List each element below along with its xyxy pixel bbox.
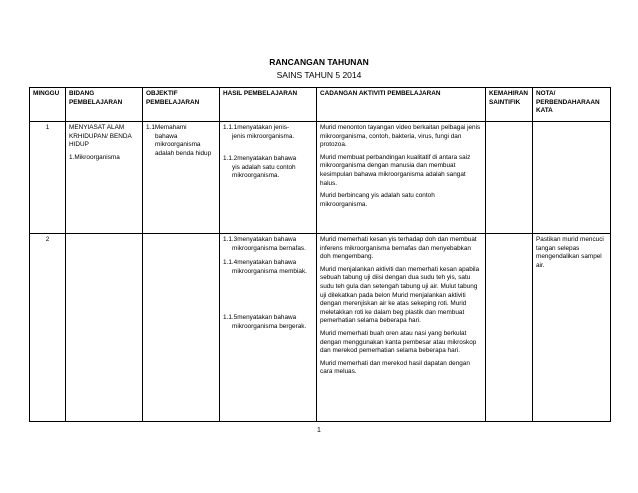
hasil-line: 1.1.5menyatakan bahawa [223, 314, 297, 322]
bidang-topic: 1.Mikroorganisma [69, 153, 120, 161]
hasil-line: 1.1.1menyatakan jenis- [223, 124, 290, 131]
hasil-line: mikroorganisma bernafas. [232, 244, 306, 252]
page-number: 1 [317, 427, 321, 434]
hasil-line: mikroorganisma bergerak. [232, 322, 307, 330]
document-subtitle: SAINS TAHUN 5 2014 [276, 70, 362, 80]
bidang-text: MENYIASAT ALAM KRHIDUPAN/ BENDA HIDUP [69, 124, 132, 149]
objektif-cell [143, 122, 220, 234]
hasil-line: 1.1.3menyatakan bahawa [223, 236, 297, 243]
nota-cell: Pastikan murid mencuci tangan selepas mengendalikan sampel air. [533, 234, 611, 422]
header-row [30, 88, 611, 122]
hasil-cell [220, 234, 317, 422]
objektif-cell [143, 234, 220, 422]
cadangan-paragraph: Murid memerhati dan merekod hasil dapatan dengan cara meluas. [320, 359, 470, 376]
header-hasil: HASIL PEMBELAJARAN [220, 88, 317, 122]
header-kemahiran: KEMAHIRAN SAINTIFIK [486, 88, 533, 122]
bidang-cell [66, 122, 143, 234]
objektif-line: bahawa [155, 132, 178, 140]
cadangan-paragraph: Murid berbincang yis adalah satu contoh mikroorganisma. [320, 192, 435, 208]
objektif-line: mikroorganisma adalah benda hidup [155, 141, 212, 157]
header-minggu: MINGGU [30, 88, 66, 122]
cadangan-cell [317, 122, 486, 234]
hasil-line: 1.1.2menyatakan bahawa [223, 155, 297, 163]
document-title: RANCANGAN TAHUNAN [269, 57, 369, 67]
hasil-line: mikroorganisma. [232, 172, 280, 180]
plan-table [29, 87, 611, 422]
hasil-line: 1.1.4menyatakan bahawa [223, 259, 297, 267]
cadangan-cell [317, 234, 486, 422]
hasil-line: yis adalah satu contoh [232, 163, 296, 171]
objektif-line: 1.1Memahami [146, 124, 187, 131]
cadangan-paragraph: Murid menonton tayangan video berkaitan pelbagai jenis mikroorganisma, contoh, bakteria, virus, fungi dan protozoa. [320, 124, 481, 149]
header-objektif: OBJEKTIF PEMBELAJARAN [143, 88, 220, 122]
table-row [30, 234, 611, 422]
cadangan-paragraph: Murid memerhati buah oren atau nasi yang berkulat dengan menggunakan kanta pembesar atau mikroskop dan merekod pemerhatian selama beberapa hari. [320, 329, 477, 355]
week-cell: 1 [30, 122, 66, 234]
week-cell: 2 [30, 234, 66, 422]
header-bidang: BIDANG PEMBELAJARAN [66, 88, 143, 122]
cadangan-paragraph: Murid memerhati kesan yis terhadap doh dan membuat inferens mikroorganisma bernafas dan menyebabkan doh mengembang. [320, 236, 477, 261]
header-cadangan: CADANGAN AKTIVITI PEMBELAJARAN [317, 88, 486, 122]
kemahiran-cell [486, 122, 533, 234]
hasil-line: jenis mikroorganisma. [232, 132, 295, 140]
header-nota: NOTA/ PERBENDAHARAAN KATA [533, 88, 611, 122]
table-row [30, 122, 611, 234]
cadangan-paragraph: Murid membuat perbandingan kualitatif di antara saiz mikroorganisma dengan manusia dan membuat kesimpulan bahawa mikroorganisma adalah sangat halus. [320, 153, 471, 187]
kemahiran-cell [486, 234, 533, 422]
nota-cell [533, 122, 611, 234]
hasil-line: mikroorganisma membiak. [232, 267, 307, 275]
cadangan-paragraph: Murid menjalankan aktiviti dan memerhati kesan apabila sebuah tabung uji diisi dengan dua sudu teh yis, satu sudu teh gula dan setengah tabung uji air. Mulut tabung uji dilekatkan pada belon Murid menjalankan aktiviti dengan merenjiskan air ke atas sekeping roti. Murid meletakkan roti ke dalam beg plastik dan membuat pemerhatian selama beberapa hari. [320, 265, 480, 325]
hasil-cell [220, 122, 317, 234]
bidang-cell [66, 234, 143, 422]
